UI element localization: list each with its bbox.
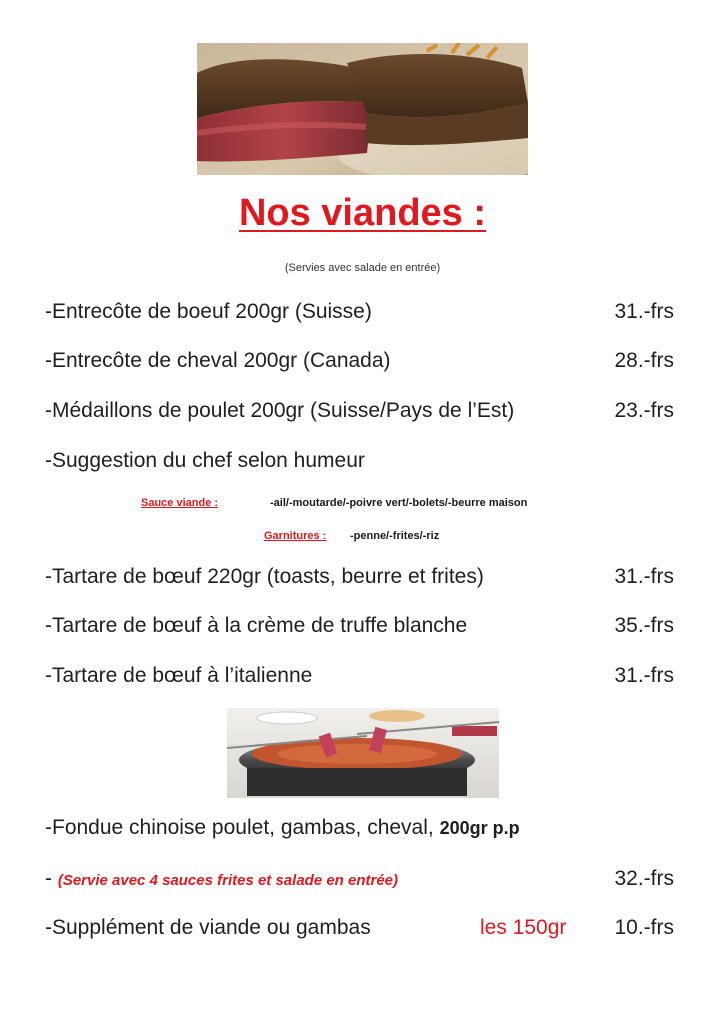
menu-item-entrecote-cheval: -Entrecôte de cheval 200gr (Canada) [45,349,391,372]
garnitures-value: -penne/-frites/-riz [350,530,440,542]
price-supplement: 10.-frs [614,916,674,939]
garnitures-label: Garnitures : [264,530,327,542]
page-title: Nos viandes : [238,192,487,234]
menu-item-tartare-classique: -Tartare de bœuf 220gr (toasts, beurre et frites) [45,565,484,588]
menu-item-tartare-truffe: -Tartare de bœuf à la crème de truffe blanche [45,614,468,637]
sauce-value: -ail/-moutarde/-poivre vert/-bolets/-beurre maison [270,497,528,509]
fondue-portion: 200gr p.p [439,818,520,838]
price-fondue: 32.-frs [614,867,674,890]
fondue-photo [227,708,499,798]
sauce-label: Sauce viande : [141,497,219,509]
fondue-name: -Fondue chinoise poulet, gambas, cheval, [45,816,440,839]
subtitle: (Servies avec salade en entrée) [284,262,441,274]
fondue-note-line [45,867,398,891]
price-medaillons-poulet: 23.-frs [614,399,674,422]
price-tartare-italienne: 31.-frs [614,664,674,687]
fondue-dash: - [45,867,58,890]
menu-item-suggestion-chef: -Suggestion du chef selon humeur [45,449,365,472]
menu-item-medaillons-poulet: -Médaillons de poulet 200gr (Suisse/Pays de l’Est) [45,399,515,422]
supplement-qty: les 150gr [480,916,567,939]
price-tartare-classique: 31.-frs [614,565,674,588]
menu-item-fondue-chinoise [45,816,520,840]
steak-illustration [197,43,528,175]
fondue-illustration [227,708,499,798]
fondue-note: (Servie avec 4 sauces frites et salade en entrée) [57,872,399,889]
menu-item-supplement: -Supplément de viande ou gambas [45,916,371,939]
price-entrecote-cheval: 28.-frs [614,349,674,372]
price-tartare-truffe: 35.-frs [614,614,674,637]
steak-photo [197,43,528,175]
menu-item-tartare-italienne: -Tartare de bœuf à l’italienne [45,664,313,687]
menu-item-entrecote-boeuf: -Entrecôte de boeuf 200gr (Suisse) [45,300,372,323]
price-entrecote-boeuf: 31.-frs [614,300,674,323]
